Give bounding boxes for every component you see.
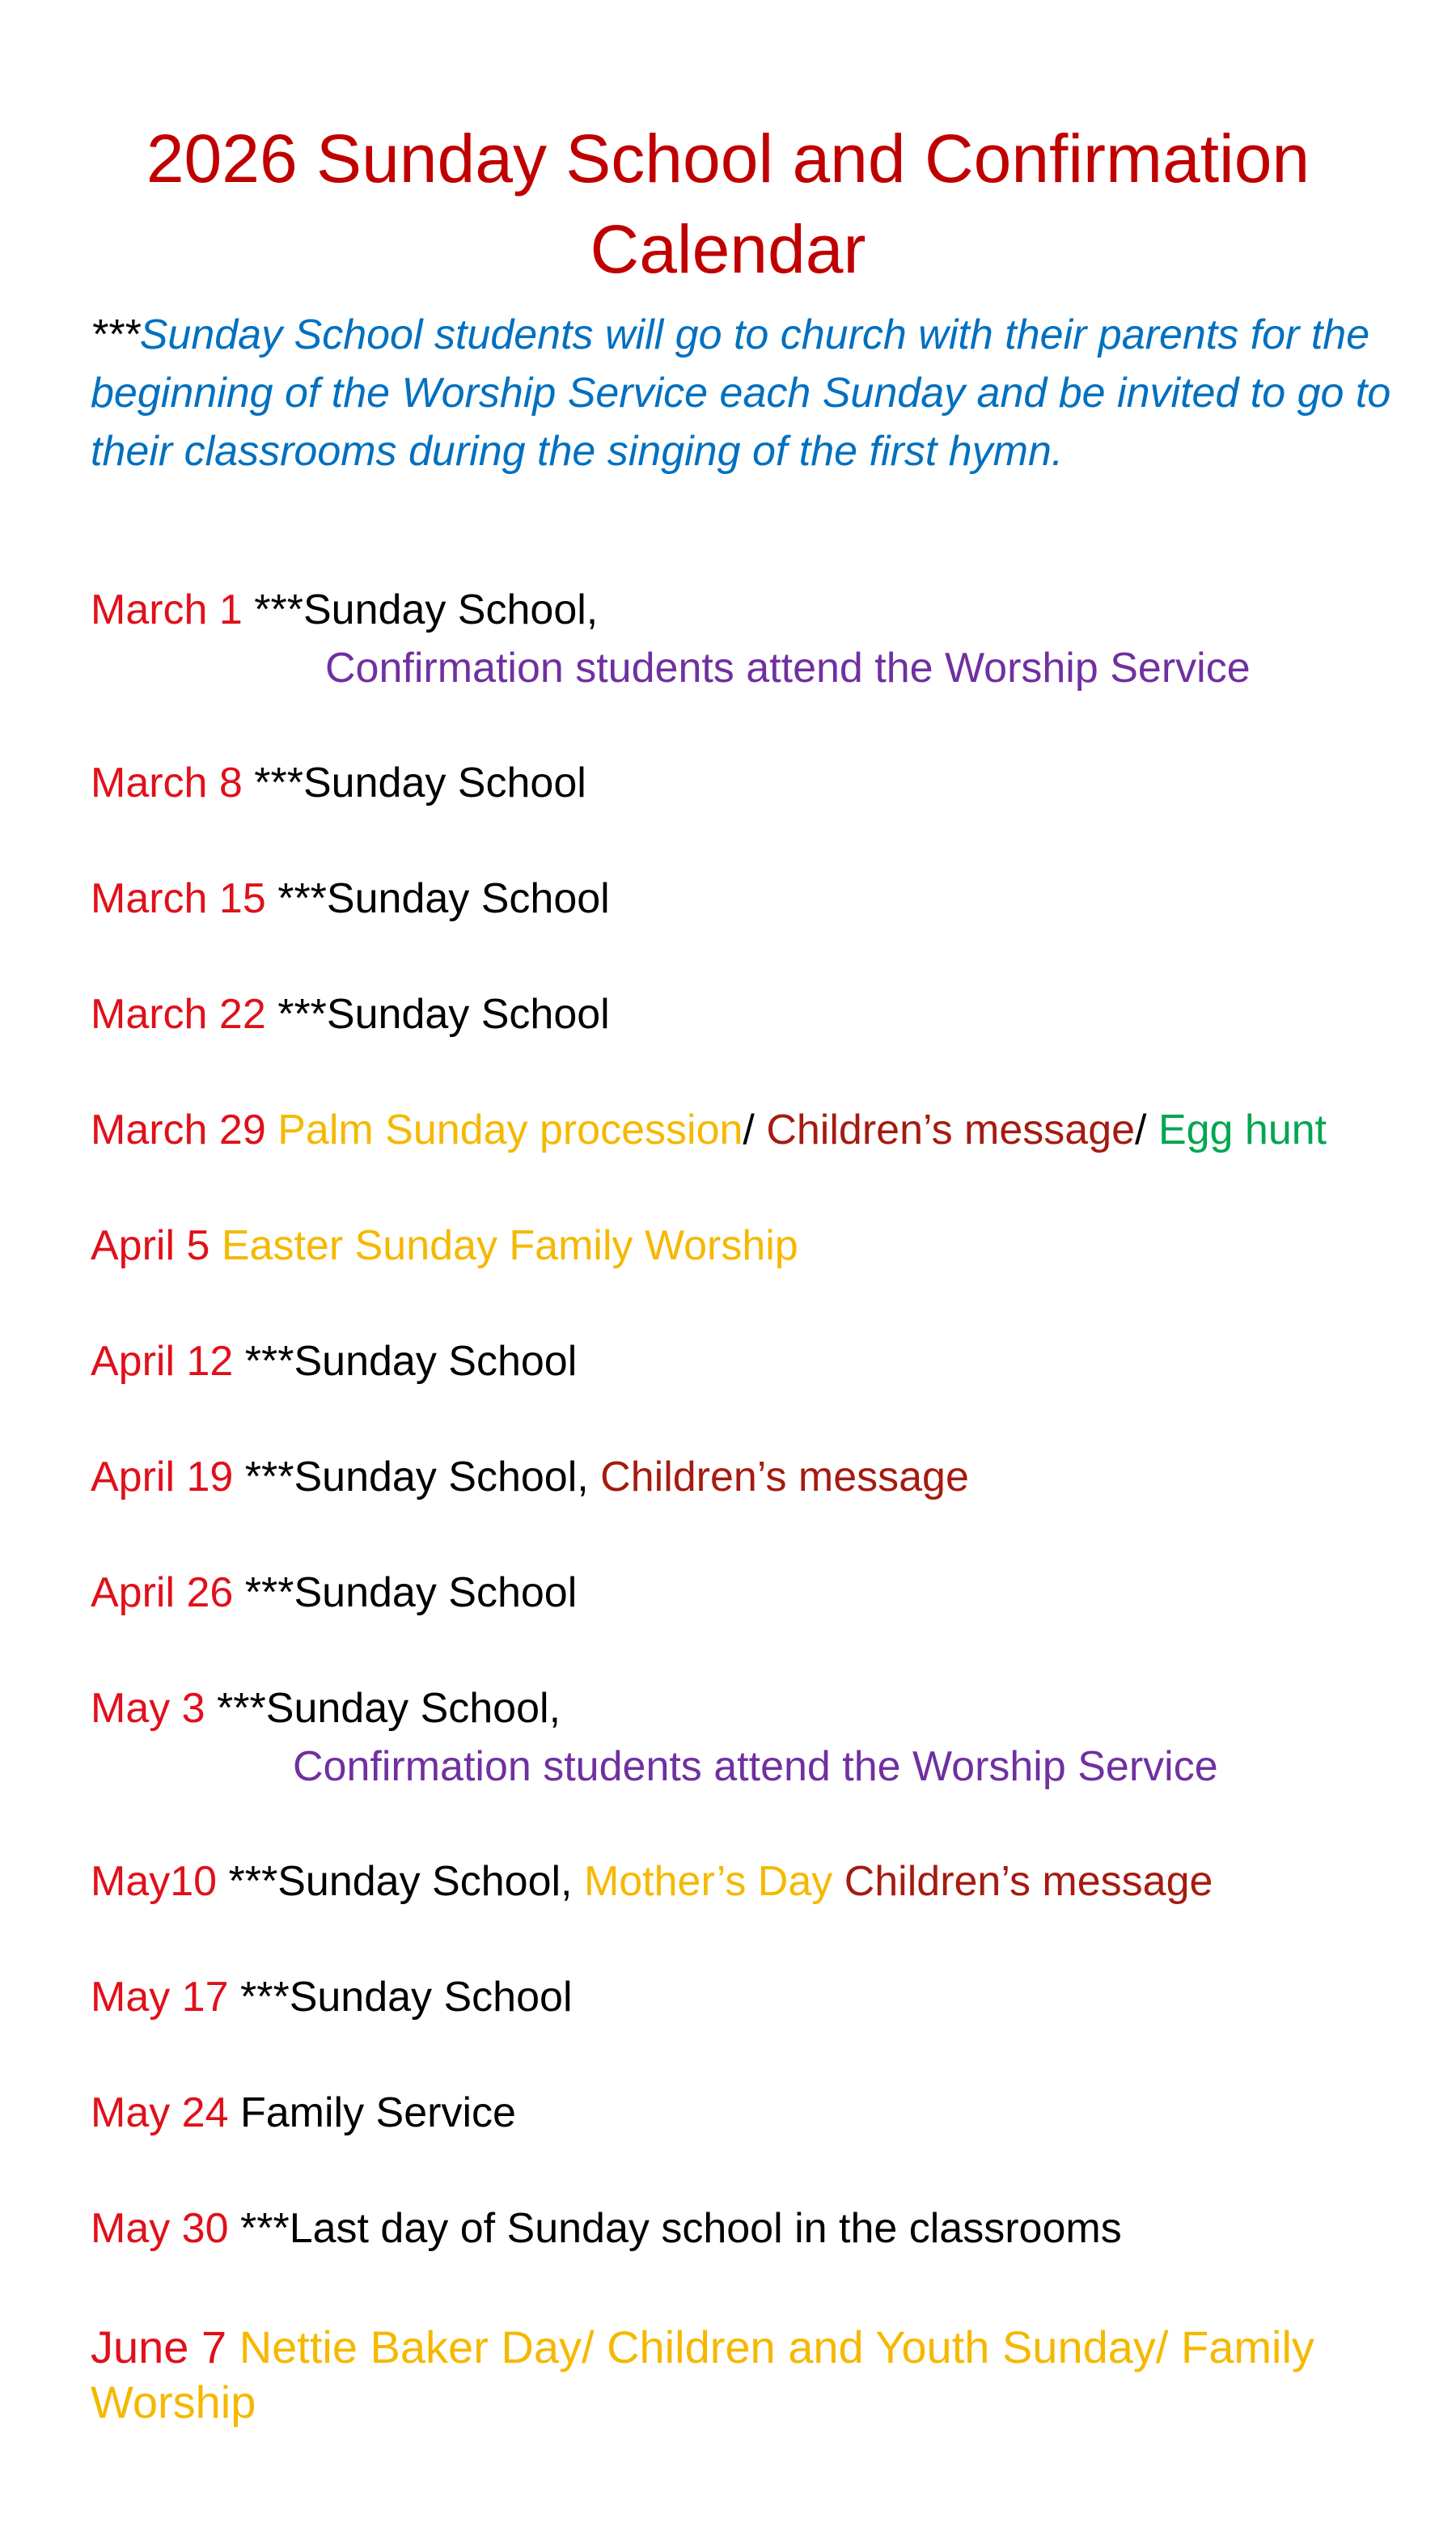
calendar-entry-april-19 (91, 1448, 969, 1506)
entry-date: April 5 (91, 1222, 210, 1269)
entry-date: May 17 (91, 1974, 229, 2021)
entry-text: Easter Sunday Family Worship (210, 1222, 798, 1269)
entry-text: ***Sunday School (233, 1569, 578, 1616)
entry-date: June 7 (91, 2322, 227, 2372)
intro-text: Sunday School students will go to church with their parents for the beginning of the Worship Service each Sunday and be invited to go to their classrooms during the singing of the first hymn. (91, 311, 1391, 475)
entry-separator: / (743, 1107, 767, 1153)
entry-mothers-day: Mother’s Day (583, 1858, 833, 1905)
calendar-entry-april-12 (91, 1332, 577, 1390)
entry-text: ***Sunday School (265, 991, 610, 1038)
entry-date: April 12 (91, 1338, 234, 1385)
page-title-line-1: 2026 Sunday School and Confirmation (146, 121, 1310, 197)
calendar-entry-march-22 (91, 985, 610, 1043)
entry-sub-note: Confirmation students attend the Worship Service (325, 645, 1251, 692)
entry-text: ***Sunday School (265, 875, 610, 922)
entry-date: May 30 (91, 2205, 229, 2252)
entry-text: ***Sunday School (233, 1338, 578, 1385)
entry-date: May10 (91, 1858, 218, 1905)
entry-text: Nettie Baker Day/ Children and Youth Sunday/ Family Worship (91, 2322, 1314, 2427)
entry-egg-hunt: Egg hunt (1158, 1107, 1327, 1153)
entry-text: Family Service (228, 2089, 516, 2136)
entry-childrens-message: Children’s message (600, 1454, 969, 1500)
calendar-entry-june-7 (91, 2320, 1385, 2430)
entry-text: ***Sunday School, (233, 1454, 601, 1500)
entry-date: May 3 (91, 1685, 205, 1732)
entry-childrens-message: Children’s message (766, 1107, 1136, 1153)
calendar-entry-may-10 (91, 1852, 1213, 1911)
entry-date: March 22 (91, 991, 266, 1038)
entry-text: ***Sunday School, (205, 1685, 561, 1732)
entry-date: March 8 (91, 760, 243, 806)
entry-text: ***Sunday School (228, 1974, 573, 2021)
entry-date: March 1 (91, 586, 243, 633)
entry-date: March 29 (91, 1107, 266, 1153)
entry-sub-note: Confirmation students attend the Worship Service (293, 1743, 1218, 1790)
calendar-entry-may-3 (91, 1679, 1218, 1796)
calendar-entry-may-30 (91, 2199, 1122, 2258)
entry-date: April 26 (91, 1569, 234, 1616)
intro-note (91, 306, 1401, 480)
entry-palm-sunday: Palm Sunday procession (265, 1107, 743, 1153)
entry-date: March 15 (91, 875, 266, 922)
entry-text: ***Last day of Sunday school in the classrooms (228, 2205, 1122, 2252)
calendar-entry-may-17 (91, 1968, 573, 2026)
calendar-entry-may-24 (91, 2084, 516, 2142)
entry-separator: / (1135, 1107, 1158, 1153)
entry-childrens-message: Children’s message (832, 1858, 1213, 1905)
entry-text: ***Sunday School, (217, 1858, 584, 1905)
entry-date: April 19 (91, 1454, 234, 1500)
intro-stars: *** (91, 311, 140, 358)
calendar-entry-march-1 (91, 581, 1251, 697)
entry-date: May 24 (91, 2089, 229, 2136)
entry-text: ***Sunday School (242, 760, 586, 806)
calendar-entry-march-15 (91, 870, 610, 928)
page-title-line-2: Calendar (590, 211, 866, 287)
page-title (0, 113, 1456, 294)
calendar-entry-march-29 (91, 1101, 1327, 1159)
calendar-entry-april-5 (91, 1217, 798, 1275)
calendar-entry-april-26 (91, 1564, 577, 1622)
entry-text: ***Sunday School, (242, 586, 599, 633)
calendar-entry-march-8 (91, 754, 586, 812)
